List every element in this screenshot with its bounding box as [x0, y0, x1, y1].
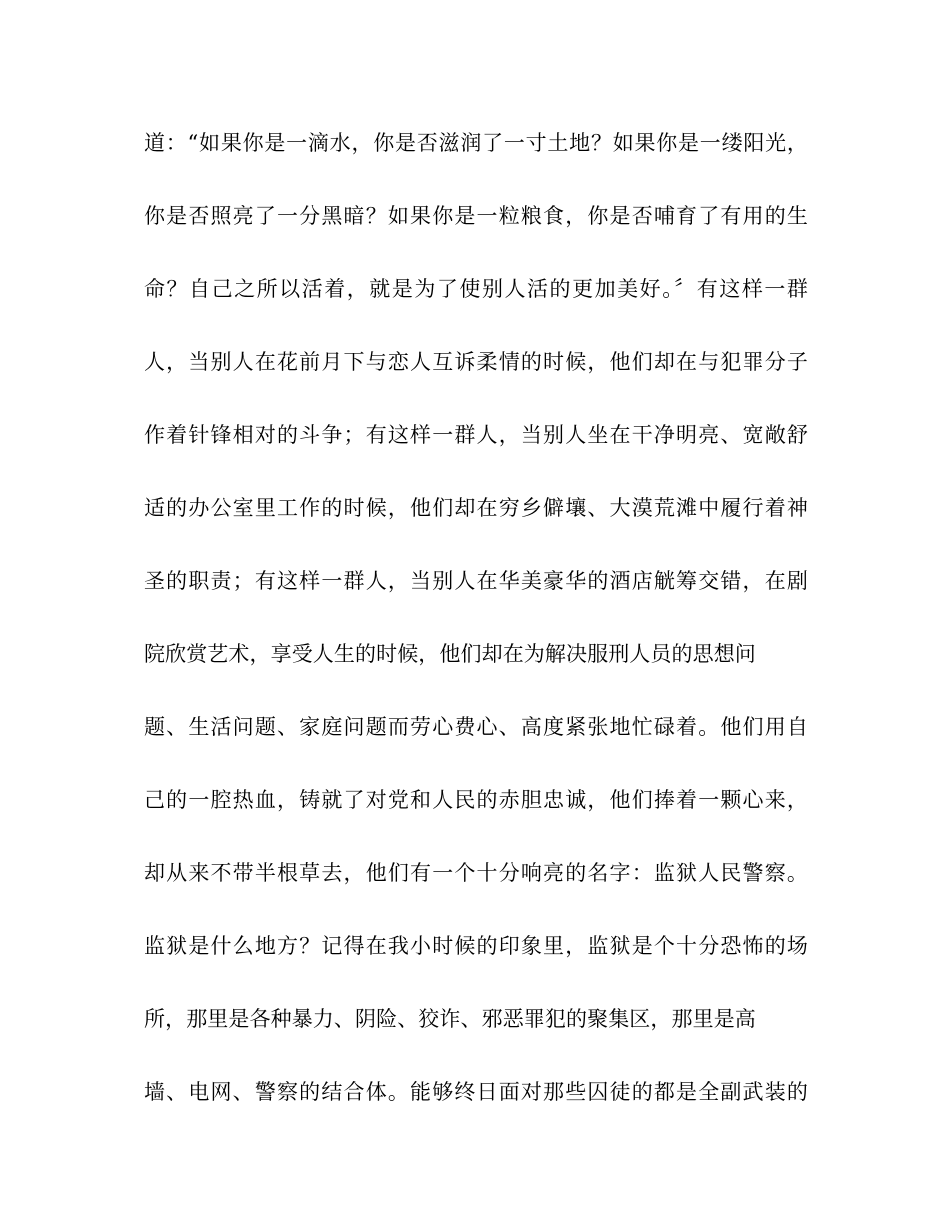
text-line: 己的一腔热血，铸就了对党和人民的赤胆忠诚，他们捧着一颗心来，	[144, 788, 808, 812]
text-line: 适的办公室里工作的时候，他们却在穷乡僻壤、大漠荒滩中履行着神	[144, 496, 808, 520]
text-line: 作着针锋相对的斗争；有这样一群人，当别人坐在干净明亮、宽敞舒	[144, 423, 808, 447]
text-line: 你是否照亮了一分黑暗？如果你是一粒粮食，你是否哺育了有用的生	[144, 204, 808, 228]
text-line: 墙、电网、警察的结合体。能够终日面对那些囚徒的都是全副武装的	[144, 1080, 808, 1104]
text-line: 圣的职责；有这样一群人，当别人在华美豪华的酒店觥筹交错，在剧	[144, 569, 808, 593]
text-line: 院欣赏艺术，享受人生的时候，他们却在为解决服刑人员的思想问	[144, 642, 756, 666]
text-line: 监狱是什么地方？记得在我小时候的印象里，监狱是个十分恐怖的场	[144, 934, 808, 958]
text-line: 所，那里是各种暴力、阴险、狡诈、邪恶罪犯的聚集区，那里是高	[144, 1007, 756, 1031]
text-line: 人，当别人在花前月下与恋人互诉柔情的时候，他们却在与犯罪分子	[144, 350, 808, 374]
text-line: 题、生活问题、家庭问题而劳心费心、高度紧张地忙碌着。他们用自	[144, 715, 808, 739]
text-line: 道：“如果你是一滴水，你是否滋润了一寸土地？如果你是一缕阳光，	[144, 131, 808, 155]
text-line: 命？自己之所以活着，就是为了使别人活的更加美好。〞有这样一群	[144, 277, 808, 301]
body-text	[144, 120, 808, 1142]
text-line: 却从来不带半根草去，他们有一个十分响亮的名字：监狱人民警察。	[144, 861, 808, 885]
